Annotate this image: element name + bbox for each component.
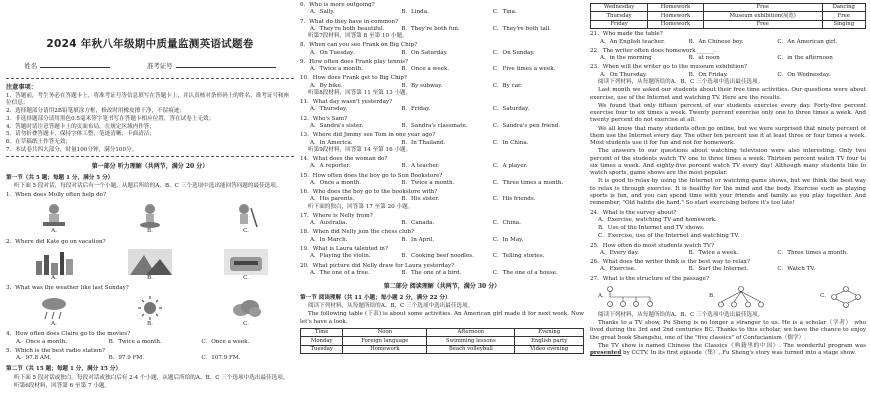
notice-item: 5．请勿折叠答题卡，保持字体工整、笔迹清晰、卡面清洁； bbox=[6, 131, 155, 138]
picture-options-2 bbox=[6, 248, 294, 282]
id-field[interactable]: 准考证号 bbox=[147, 62, 276, 70]
table-cell: Tuesday bbox=[301, 345, 343, 353]
option-a[interactable]: A．An English teacher. bbox=[600, 38, 665, 45]
option-b[interactable]: B．His sister. bbox=[401, 196, 440, 203]
question-3: 3．What was the weather like last Sunday? bbox=[6, 285, 129, 292]
passage-paragraph: The answers to our questions about watching television were also interesting. Only two percent of the students watch TV one to three times a week. Thirteen percent watch TV four to six times a week. And eighty-five percent watch TV every day! Although many students like to watch sports, game shows are the most popular. bbox=[590, 148, 866, 177]
question-text: 18．When did Nelly join the chess club? bbox=[300, 229, 415, 236]
table-cell: Beach volleyball bbox=[427, 345, 515, 353]
option-b[interactable]: B．at noon bbox=[688, 55, 720, 62]
table-header: Evening bbox=[515, 328, 584, 336]
table-cell: Homework bbox=[648, 20, 704, 28]
options-row bbox=[600, 266, 866, 273]
option-a[interactable]: A．Playing the violin. bbox=[310, 253, 371, 260]
option-c[interactable]: C．Saturday. bbox=[492, 106, 530, 113]
section-title: 第一节 阅读理解（共 11 小题；每小题 2 分，满分 22 分） bbox=[300, 294, 451, 301]
option-b[interactable]: B．Linda. bbox=[401, 9, 429, 16]
structure-option-a[interactable]: A. bbox=[598, 285, 656, 309]
option-b[interactable]: B．Sandra's classmate. bbox=[401, 122, 468, 129]
question-5: 5．Which is the best radio station? bbox=[6, 347, 105, 354]
option-b[interactable]: B．By subway. bbox=[401, 82, 443, 89]
table-header: Time bbox=[301, 328, 343, 336]
options-4 bbox=[16, 339, 294, 346]
material-note: 听第7段材料，回答第 8 至第 10 小题。 bbox=[308, 33, 408, 40]
option-a[interactable]: A．In America. bbox=[310, 139, 353, 146]
material-note: 听下面的独白，回答第 17 至第 20 小题。 bbox=[308, 203, 414, 210]
question-text: 21．Who made the table? bbox=[590, 31, 663, 38]
question-text: 15．How often does the boy go to Sun Bookstore? bbox=[300, 172, 443, 179]
picture-option-b[interactable]: B. bbox=[124, 294, 176, 328]
passage-paragraph: Thanks to a TV show, Pu Sheng is no longer a stranger to us. He is a scholar（学者） who lived during the 3rd and 2nd centuries BC. Thanks to this scholar, we have the chance to enjoy the great book Shangshu, one of the "five classics" of Confucianism（儒学）. bbox=[590, 320, 866, 341]
option-c[interactable]: C．Watch TV. bbox=[777, 266, 816, 273]
table-cell: Free bbox=[822, 12, 865, 20]
landmark-stone-icon bbox=[224, 249, 268, 275]
option-a[interactable]: A．Twice a month. bbox=[310, 66, 363, 73]
option-c[interactable]: C．A player. bbox=[492, 163, 528, 170]
name-bar bbox=[6, 62, 294, 70]
city-skyline-icon bbox=[32, 249, 76, 275]
table-cell: English party bbox=[515, 337, 584, 345]
option-b[interactable]: B．Once a week. bbox=[401, 66, 450, 73]
question-text: 22．The writer often does homework ______. bbox=[590, 47, 716, 54]
table-row bbox=[301, 337, 584, 345]
table-header: Afternoon bbox=[427, 328, 515, 336]
notice-item: 6．在草稿纸上作答无效； bbox=[6, 139, 72, 146]
question-text: 19．What is Laura talented in? bbox=[300, 245, 388, 252]
options-row bbox=[600, 39, 866, 46]
passage-paragraph: Last month we asked our students about their free time activities. Our questions were about exercise, use of the Internet and watching TV. Here are the results. bbox=[590, 87, 866, 101]
divider bbox=[6, 156, 294, 157]
picture-option-b[interactable]: B. bbox=[124, 248, 176, 282]
table-cell: Monday bbox=[301, 337, 343, 345]
option-b[interactable]: B．A teacher. bbox=[401, 163, 440, 170]
question-text: 27．What is the structure of the passage? bbox=[590, 275, 709, 282]
options-row bbox=[310, 163, 584, 170]
option-a[interactable]: A．Sally. bbox=[310, 9, 335, 16]
question-text: 26．What does the writer think is the best way to relax? bbox=[590, 259, 750, 266]
option-a[interactable]: A．Every day. bbox=[600, 249, 639, 256]
option-c[interactable]: C．China. bbox=[492, 220, 521, 227]
question-list bbox=[590, 210, 866, 283]
options-row bbox=[310, 26, 584, 33]
person-icon bbox=[37, 202, 71, 228]
structure-option-c[interactable]: C. bbox=[820, 285, 866, 309]
question-text: 24．What is the survey about? bbox=[590, 209, 677, 216]
options-row bbox=[310, 253, 584, 260]
picture-options-3 bbox=[6, 294, 294, 328]
options-row bbox=[600, 72, 866, 79]
table-cell: Wednesday bbox=[591, 4, 648, 12]
section-instructions: 听下面 5 段对话，每段对话后有一个小题，从题后所给的A、B、C 三个选项中选出能回答问题的最佳选项。 bbox=[14, 183, 282, 190]
question-text: 14．What does the woman do? bbox=[300, 156, 388, 163]
divider bbox=[6, 78, 294, 79]
table-header: Noon bbox=[343, 328, 427, 336]
option-b[interactable]: B．Surf the Internet. bbox=[688, 266, 749, 273]
options-row bbox=[600, 250, 866, 257]
picture-option-c[interactable]: C. bbox=[220, 202, 272, 236]
column-middle bbox=[300, 0, 584, 419]
options-row bbox=[310, 9, 584, 16]
options-row bbox=[310, 106, 584, 113]
option-b[interactable]: B．In Thailand. bbox=[401, 139, 446, 146]
option-b[interactable]: B．Twice a month. bbox=[401, 179, 455, 186]
table-cell: Free bbox=[703, 4, 822, 12]
cooking-icon bbox=[133, 202, 167, 228]
table-row bbox=[301, 345, 584, 353]
passage-paragraph: The TV show is named Chinese the Classics《典籍里的中国》. The wonderful program was presented by CCTV. In its first episode（集）, Fu Sheng's story was turned into a stage show. bbox=[590, 342, 866, 357]
column-right bbox=[590, 0, 866, 419]
option-a[interactable]: A．Once a month. bbox=[310, 179, 362, 186]
picture-option-a[interactable]: A. bbox=[28, 294, 80, 328]
option-b[interactable]: B．Use of the Internet and TV shows. bbox=[598, 225, 705, 232]
options-row bbox=[310, 196, 584, 203]
options-row bbox=[310, 237, 584, 244]
question-text: 7．What do they have in common? bbox=[300, 18, 399, 25]
option-c[interactable]: C．They're both tall. bbox=[492, 25, 552, 32]
picture-options-1 bbox=[6, 202, 294, 236]
option-a[interactable]: A．Thursday. bbox=[310, 106, 348, 113]
option-a[interactable]: A．Exercise, watching TV and homework. bbox=[598, 216, 717, 223]
picture-option-a[interactable]: A. bbox=[28, 248, 80, 282]
table-row bbox=[591, 12, 866, 20]
structure-diagram-c bbox=[826, 285, 866, 309]
question-text: 11．What day wasn't yesterday? bbox=[300, 99, 393, 106]
material-note: 听第8段材料，回答第 11 至第 13 小题。 bbox=[308, 89, 412, 96]
question-text: 12．Who's Sam? bbox=[300, 115, 348, 122]
question-list bbox=[590, 31, 866, 79]
question-text: 8．When can you see Frank on Big Chip? bbox=[300, 42, 418, 49]
option-a[interactable]: A．A reporter. bbox=[310, 163, 351, 170]
question-1: 1．When does Molly often help do? bbox=[6, 192, 107, 199]
options-row bbox=[310, 83, 584, 90]
option-b[interactable]: B．In April. bbox=[401, 236, 435, 243]
option-b[interactable]: B．Cooking beef noodles. bbox=[401, 253, 474, 260]
table-header-row bbox=[301, 328, 584, 336]
column-left bbox=[6, 0, 294, 419]
options-row bbox=[310, 220, 584, 227]
table-cell: Homework bbox=[343, 345, 427, 353]
option-c[interactable]: C．In China. bbox=[492, 139, 529, 146]
option-a[interactable]: A．in the morning bbox=[600, 55, 652, 62]
option-c[interactable]: C．By car. bbox=[492, 82, 522, 89]
sun-icon bbox=[133, 295, 167, 321]
activity-table bbox=[300, 328, 584, 354]
cleaning-icon bbox=[229, 202, 263, 228]
option-b[interactable]: B．An Chinese boy. bbox=[688, 38, 744, 45]
option-c[interactable]: C．Five times a week. bbox=[492, 66, 556, 73]
picture-option-c[interactable]: C. bbox=[220, 248, 272, 282]
table-cell: Dancing bbox=[822, 4, 865, 12]
section-title: 第二节（共 15 题；每题 1 分，满分 15 分） bbox=[6, 366, 122, 373]
page-title: 2024 年秋八年级期中质量监测英语试题卷 bbox=[46, 38, 254, 50]
options-row bbox=[310, 180, 584, 187]
option-c[interactable]: C．The one of a house. bbox=[492, 269, 558, 276]
options-row bbox=[310, 66, 584, 73]
table-row bbox=[591, 20, 866, 28]
passage-paragraph: We found that only fifteen percent of our students exercise every day. Forty-five percent exercise four to six times a week. Twenty percent exercise only one to three times a week. And twenty percent do not exercise at all. bbox=[590, 102, 866, 124]
table-cell: Homework bbox=[648, 4, 704, 12]
option-b[interactable]: B．Canada. bbox=[401, 220, 435, 227]
table-cell: Video evening bbox=[515, 345, 584, 353]
material-note: 听第6段材料，回答第 6 至第 7 小题。 bbox=[14, 382, 111, 389]
section-instructions: 阅读下列材料，从每题所给的A、B、C 三个选项中选出最佳选项。 bbox=[598, 311, 764, 318]
option-c[interactable]: C．On Wednesday. bbox=[777, 71, 831, 78]
section-title: 第一节（共 5 题；每题 1 分，满分 5 分） bbox=[6, 174, 114, 181]
underlined-word: presented bbox=[590, 350, 622, 357]
picture-option-a[interactable]: A. bbox=[28, 202, 80, 236]
option-a[interactable]: A．97.8 AM. bbox=[16, 355, 52, 362]
reading-passage bbox=[590, 87, 866, 207]
material-note: 听第9段材料，回答第 14 至第 16 小题。 bbox=[308, 146, 412, 153]
table-cell: Homework bbox=[648, 12, 704, 20]
table-cell: Museum exhibition(展览) bbox=[703, 12, 822, 20]
section-instructions: 阅读下列材料，从每题所给的A、B、C 三个选项中选出最佳选项。 bbox=[598, 79, 764, 85]
option-a[interactable]: A．By bike. bbox=[310, 82, 343, 89]
table-cell: Free bbox=[703, 20, 822, 28]
option-a[interactable]: A．On Thursday. bbox=[600, 71, 648, 78]
notice-section bbox=[6, 84, 294, 154]
option-c[interactable]: C．in the afternoon bbox=[777, 55, 833, 62]
notice-item: 3．非选择题部分请用黑色0.5毫米签字笔书写在答题卡相应位置，答在试卷上无效； bbox=[6, 115, 215, 122]
option-c[interactable]: C．In May. bbox=[492, 236, 524, 243]
section-instructions: 听下面 5 段对话或独白。每段对话或独白后有 2-4 个小题，从题后所给的A、B、C 三个选项中选出最佳选项。 bbox=[14, 374, 289, 381]
options-row bbox=[310, 270, 584, 277]
option-b[interactable]: B．The one of a bird. bbox=[401, 269, 462, 276]
option-a[interactable]: A．In March. bbox=[310, 236, 348, 243]
option-a[interactable]: A．Once a month. bbox=[16, 338, 68, 345]
table-cell: Foreign language bbox=[343, 337, 427, 345]
name-field[interactable]: 姓名 bbox=[24, 62, 110, 70]
question-text: 6．Who is more outgoing? bbox=[300, 2, 375, 8]
options-row bbox=[310, 50, 584, 57]
passage-paragraph: We all know that many students often go online, but we were surprised that ninety percent of them use the Internet every day. The other ten percent use it at least three or four times a week. Most students use it for fun and not for homework. bbox=[590, 125, 866, 147]
structure-diagram-a bbox=[604, 285, 656, 309]
table-cell: Thursday bbox=[591, 12, 648, 20]
option-a[interactable]: A．Exercise. bbox=[600, 266, 636, 273]
question-text: 10．How does Frank get to Big Chip? bbox=[300, 75, 407, 82]
question-text: 16．Who does the boy go to the bookstore with? bbox=[300, 189, 438, 196]
options-row bbox=[600, 55, 866, 62]
cloud-icon bbox=[229, 295, 263, 321]
question-2: 2．Where did Kate go on vacation? bbox=[6, 238, 106, 245]
option-a[interactable]: A．On Tuesday. bbox=[310, 49, 355, 56]
notice-item: 4．答题时请注意答题卡上的页面布局，在规定区域内作答； bbox=[6, 123, 155, 130]
option-b[interactable]: B．On Friday. bbox=[688, 71, 728, 78]
notice-item: 1．答题前，考生务必在答题卡上，将准考证号等信息填写在答题卡上，并认真核对条形码上的姓名、准考证号和座位信息； bbox=[6, 93, 290, 107]
passage-intro: The following table (下表) is about some activities. An American girl made it for next week. Now let's have a look. bbox=[300, 311, 584, 325]
option-c[interactable]: C．Three times a month. bbox=[492, 179, 564, 186]
options-5 bbox=[16, 355, 294, 362]
option-c[interactable]: C．An American girl. bbox=[777, 38, 838, 45]
question-text: 25．How often do most students watch TV? bbox=[590, 242, 714, 249]
question-text: 20．What picture did Nelly draw for Laura yesterday? bbox=[300, 262, 455, 269]
question-text: 17．Where is Nelly from? bbox=[300, 212, 373, 219]
activity-table-continued bbox=[590, 3, 866, 29]
passage-paragraph: It is good to relax by using the Internet or watching game shows, but we think the best way to relax is through exercise. It is healthy for the mind and the body. Exercise such as playing sports is fun, and you can spend time with your friends and family as you play together. And remember, "Old habits die hard." So start exercising before it's too late! bbox=[590, 178, 866, 207]
option-c[interactable]: C．Exercise, use of the Internet and watching TV. bbox=[598, 233, 740, 240]
part-title: 第一部分 听力理解（共两节，满分 20 分） bbox=[91, 163, 209, 171]
table-row bbox=[591, 4, 866, 12]
option-c[interactable]: C．Sandra's pen friend. bbox=[492, 122, 561, 129]
question-list bbox=[300, 2, 584, 277]
options-row bbox=[310, 123, 584, 130]
section-instructions: 阅读下列材料，从每题所给的A、B、C 三个选项中选出最佳选项。 bbox=[308, 303, 474, 310]
structure-option-b[interactable]: B. bbox=[709, 285, 767, 309]
option-b[interactable]: B．97.9 FM. bbox=[108, 355, 144, 362]
picture-option-c[interactable]: C. bbox=[220, 294, 272, 328]
notice-item: 2．选择题部分请用2B铅笔填涂方框，修改时用橡皮擦干净，不留痕迹； bbox=[6, 108, 186, 115]
option-c[interactable]: C．107.9 FM. bbox=[201, 355, 241, 362]
option-c[interactable]: C．Telling stories. bbox=[492, 253, 545, 260]
question-text: 23．When will the writer go to the museum exhibition? bbox=[590, 64, 747, 71]
option-a[interactable]: A．Sandra's sister. bbox=[310, 122, 364, 129]
table-cell: Swimming lessons bbox=[427, 337, 515, 345]
structure-diagram-b bbox=[715, 285, 767, 309]
option-b[interactable]: B．Twice a month. bbox=[108, 338, 162, 345]
structure-options bbox=[598, 285, 866, 309]
option-a[interactable]: A．The one of a tree. bbox=[310, 269, 370, 276]
notice-item: 7．本试卷共四大部分，时量100分钟，满分100分。 bbox=[6, 146, 138, 153]
option-b[interactable]: B．Twice a week. bbox=[688, 249, 739, 256]
table-cell: Singing bbox=[822, 20, 865, 28]
question-4: 4．How often does Claire go to the movies? bbox=[6, 331, 131, 338]
part-title: 第二部分 阅读理解（共两节，满分 30 分） bbox=[383, 283, 501, 291]
question-text: 9．How often does Frank play tennis? bbox=[300, 58, 408, 65]
option-b[interactable]: B．Friday. bbox=[401, 106, 431, 113]
option-a[interactable]: A．His parents. bbox=[310, 196, 355, 203]
option-c[interactable]: C．Tina. bbox=[492, 9, 517, 16]
option-c[interactable]: C．On Sunday. bbox=[492, 49, 535, 56]
table-cell: Friday bbox=[591, 20, 648, 28]
option-c[interactable]: C．Once a week. bbox=[201, 338, 250, 345]
notice-title: 注意事项： bbox=[6, 83, 37, 91]
rain-icon bbox=[37, 295, 71, 321]
option-b[interactable]: B．They're both fun. bbox=[401, 25, 460, 32]
option-b[interactable]: B．On Saturday. bbox=[401, 49, 448, 56]
question-text: 13．Where did Jimmy see Tom in one year ago? bbox=[300, 132, 436, 139]
options-row bbox=[310, 140, 584, 147]
picture-option-b[interactable]: B. bbox=[124, 202, 176, 236]
option-a[interactable]: A．Australia. bbox=[310, 220, 348, 227]
option-a[interactable]: A．They're both beautiful. bbox=[310, 25, 385, 32]
option-c[interactable]: C．Three times a month. bbox=[777, 249, 848, 256]
mountain-icon bbox=[128, 249, 172, 275]
option-c[interactable]: C．His friends. bbox=[492, 196, 536, 203]
